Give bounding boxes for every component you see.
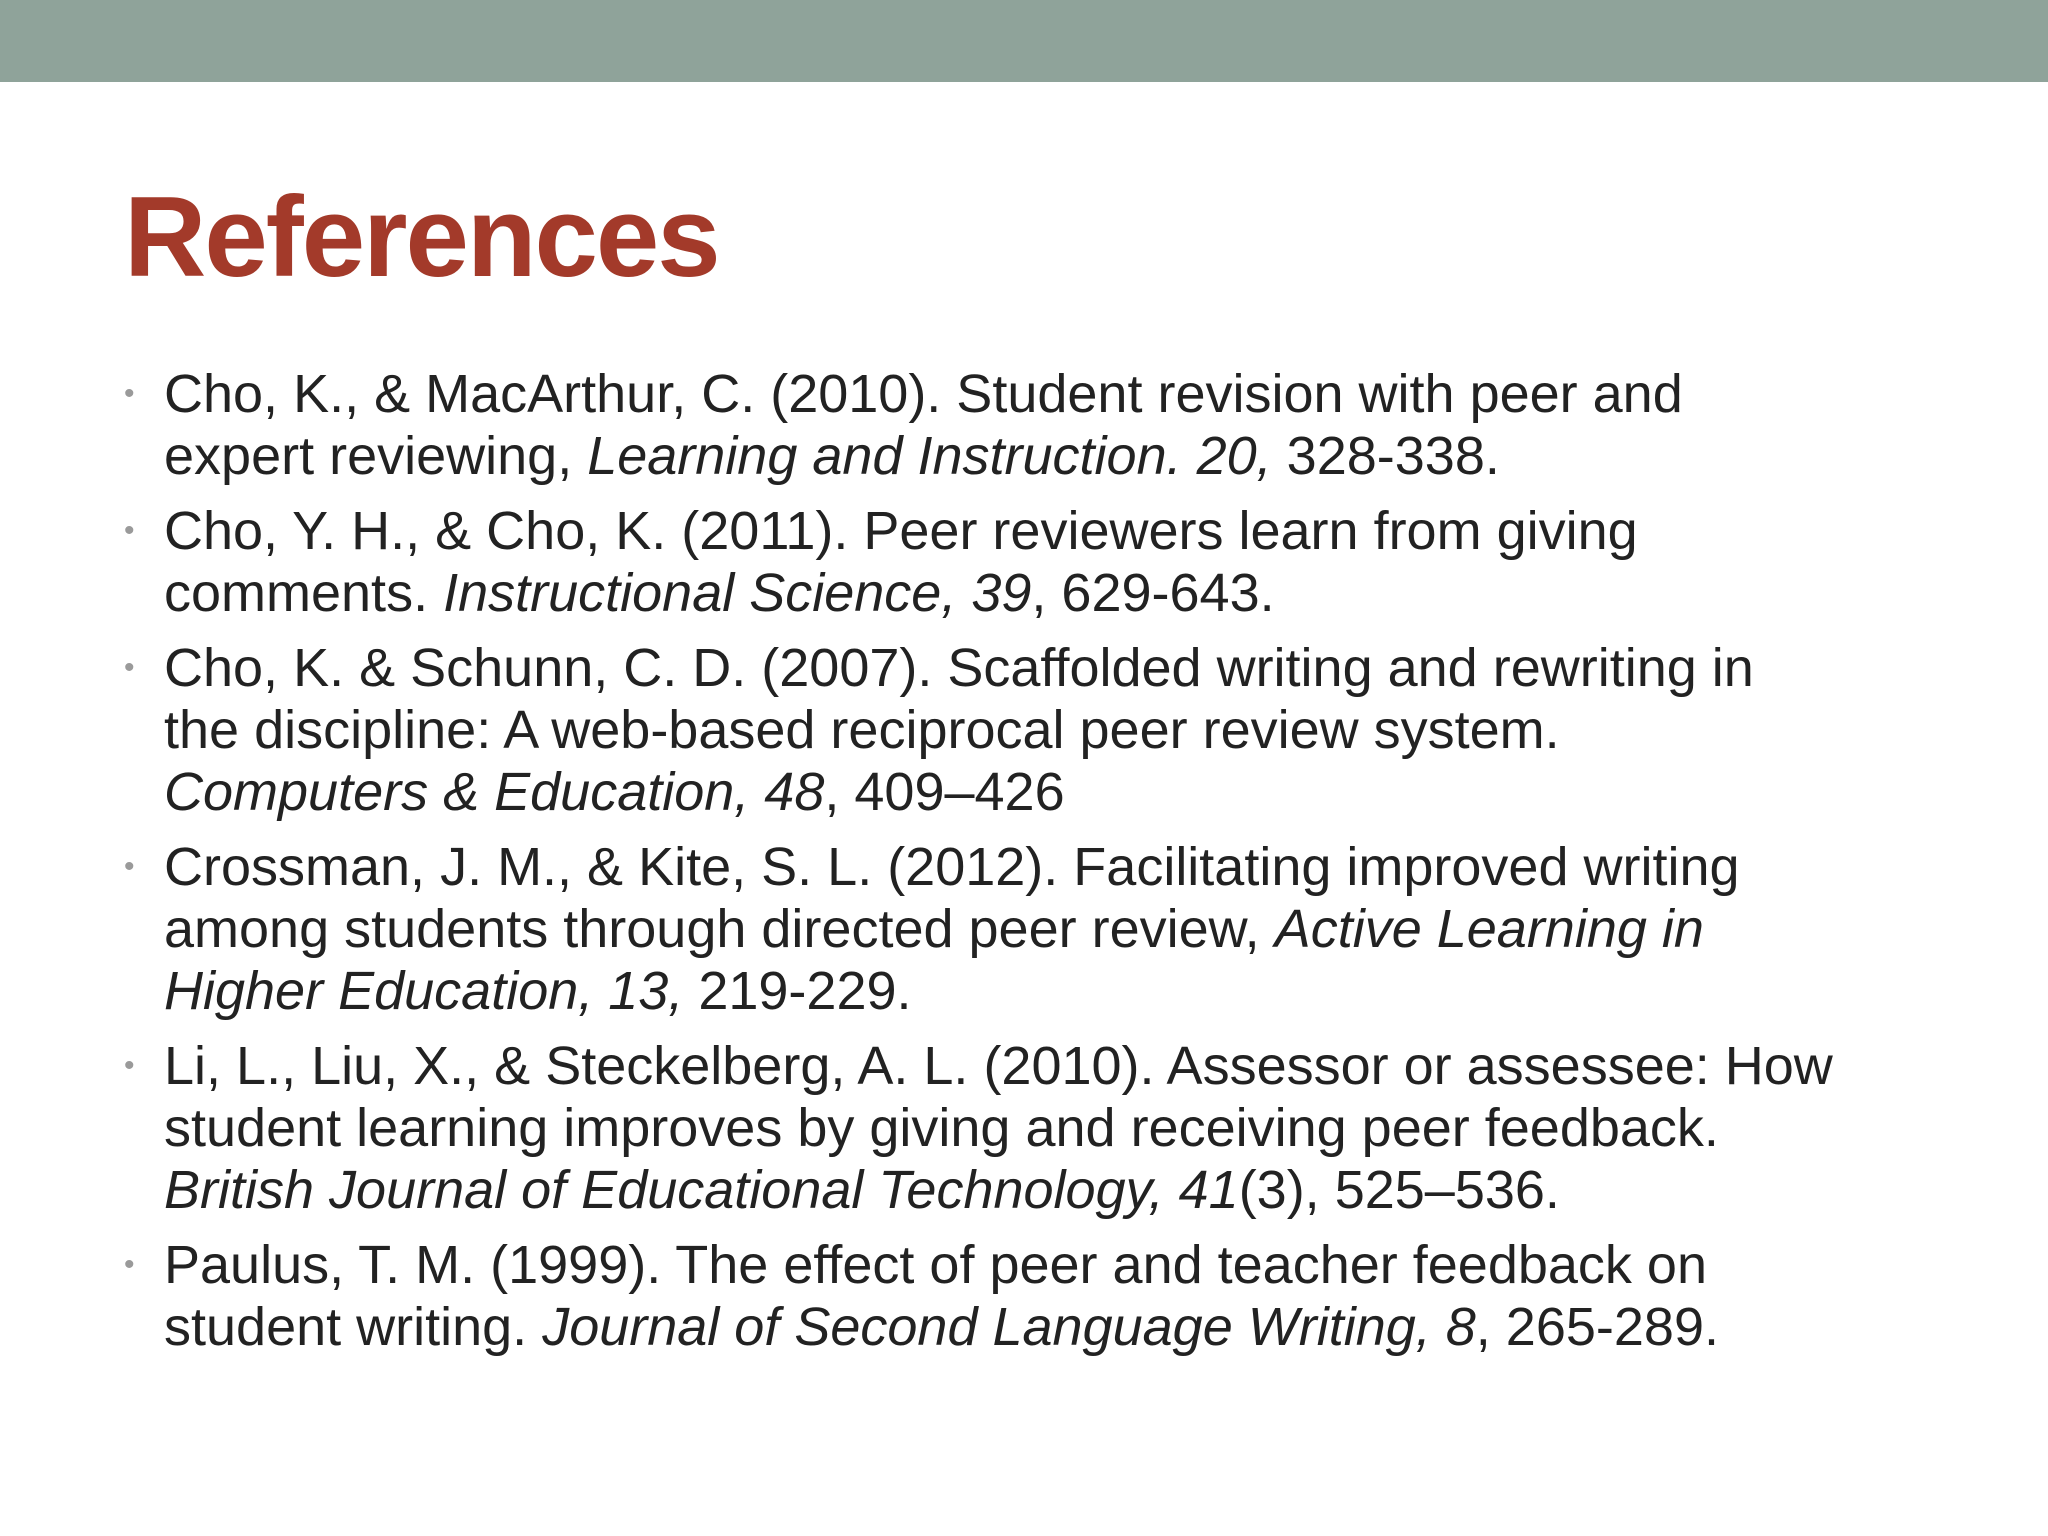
reference-line xyxy=(164,1159,2004,1221)
slide-title: References xyxy=(124,174,719,301)
reference-italic-run: Higher Education, 13, xyxy=(164,961,684,1021)
reference-line xyxy=(164,1234,2004,1296)
reference-run: 219-229. xyxy=(683,961,912,1021)
reference-item xyxy=(124,1035,2004,1221)
reference-list xyxy=(124,363,2004,1371)
reference-run: among students through directed peer review, xyxy=(164,899,1275,959)
reference-text xyxy=(164,500,2004,624)
reference-run: student learning improves by giving and receiving peer feedback. xyxy=(164,1098,1719,1158)
reference-item xyxy=(124,500,2004,624)
reference-run: Paulus, T. M. (1999). The effect of peer and teacher feedback on xyxy=(164,1235,1707,1295)
reference-line xyxy=(164,960,2004,1022)
top-accent-bar xyxy=(0,0,2048,82)
reference-item xyxy=(124,1234,2004,1358)
reference-run: the discipline: A web-based reciprocal peer review system. xyxy=(164,700,1560,760)
reference-item xyxy=(124,637,2004,823)
reference-line xyxy=(164,836,2004,898)
reference-line xyxy=(164,1035,2004,1097)
bullet-icon: • xyxy=(124,850,135,883)
reference-line xyxy=(164,699,2004,761)
bullet-icon: • xyxy=(124,651,135,684)
bullet-icon: • xyxy=(124,1049,135,1082)
reference-line xyxy=(164,425,2004,487)
reference-italic-run: Journal of Second Language Writing, 8 xyxy=(542,1297,1476,1357)
reference-italic-run: Computers & Education, 48 xyxy=(164,762,825,822)
bullet-icon: • xyxy=(124,514,135,547)
reference-line xyxy=(164,898,2004,960)
reference-italic-run: Active Learning in xyxy=(1274,899,1704,959)
reference-italic-run: British Journal of Educational Technology, 41 xyxy=(164,1160,1239,1220)
reference-line xyxy=(164,500,2004,562)
reference-italic-run: Instructional Science, 39 xyxy=(443,563,1032,623)
reference-run: Li, L., Liu, X., & Steckelberg, A. L. (2010). Assessor or assessee: How xyxy=(164,1036,1833,1096)
reference-text xyxy=(164,836,2004,1022)
reference-run: Cho, Y. H., & Cho, K. (2011). Peer reviewers learn from giving xyxy=(164,501,1638,561)
reference-run: expert reviewing, xyxy=(164,426,588,486)
reference-text xyxy=(164,363,2004,487)
reference-run: , 265-289. xyxy=(1475,1297,1719,1357)
reference-run: comments. xyxy=(164,563,444,623)
reference-run: , 409–426 xyxy=(824,762,1065,822)
reference-line xyxy=(164,1097,2004,1159)
reference-run: student writing. xyxy=(164,1297,543,1357)
reference-item xyxy=(124,363,2004,487)
reference-item xyxy=(124,836,2004,1022)
reference-text xyxy=(164,1035,2004,1221)
bullet-icon: • xyxy=(124,377,135,410)
reference-line xyxy=(164,562,2004,624)
reference-italic-run: Learning and Instruction. 20, xyxy=(587,426,1272,486)
reference-run: 328-338. xyxy=(1271,426,1500,486)
reference-line xyxy=(164,1296,2004,1358)
reference-text xyxy=(164,1234,2004,1358)
bullet-icon: • xyxy=(124,1248,135,1281)
reference-text xyxy=(164,637,2004,823)
reference-run: , 629-643. xyxy=(1031,563,1275,623)
reference-line xyxy=(164,637,2004,699)
reference-line xyxy=(164,363,2004,425)
reference-line xyxy=(164,761,2004,823)
reference-run: Crossman, J. M., & Kite, S. L. (2012). Facilitating improved writing xyxy=(164,837,1740,897)
reference-run: Cho, K. & Schunn, C. D. (2007). Scaffolded writing and rewriting in xyxy=(164,638,1754,698)
reference-run: Cho, K., & MacArthur, C. (2010). Student revision with peer and xyxy=(164,364,1683,424)
reference-run: (3), 525–536. xyxy=(1238,1160,1560,1220)
